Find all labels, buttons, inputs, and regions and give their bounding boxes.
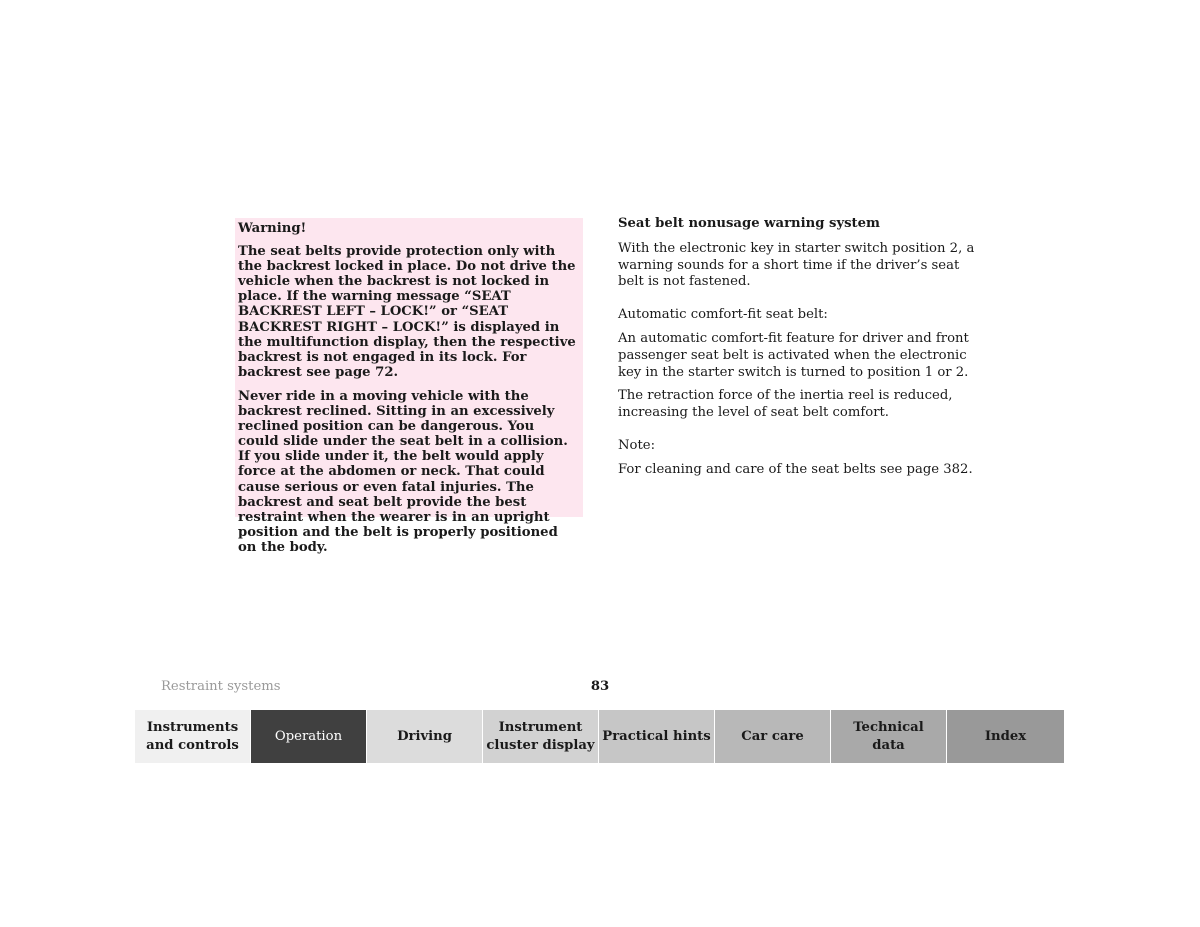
nonusage-paragraph: With the electronic key in starter switch position 2, a warning sounds for a short time if the driver’s seat belt is not fastened. [618, 240, 975, 290]
warning-box [235, 218, 583, 555]
section-title: Restraint systems [161, 679, 281, 694]
tab-instrument-cluster-display[interactable]: Instrument cluster display [483, 710, 599, 763]
page-number: 83 [590, 679, 610, 694]
comfort-fit-subheading: Automatic comfort-fit seat belt: [618, 307, 828, 323]
tab-practical-hints[interactable]: Practical hints [599, 710, 715, 763]
tab-index[interactable]: Index [947, 710, 1064, 763]
section-heading: Seat belt nonusage warning system [618, 216, 880, 231]
note-label: Note: [618, 437, 656, 453]
retraction-paragraph: The retraction force of the inertia reel is reduced, increasing the level of seat belt comfort. [618, 388, 953, 421]
main-content [618, 216, 978, 486]
comfort-fit-paragraph: An automatic comfort-fit feature for driver and front passenger seat belt is activated when the electronic key in the starter switch is turned to position 1 or 2. [618, 330, 969, 380]
note-text: For cleaning and care of the seat belts see page 382. [618, 461, 973, 477]
tab-technical-data[interactable]: Technical data [831, 710, 947, 763]
tab-car-care[interactable]: Car care [715, 710, 831, 763]
tab-instruments-and-controls[interactable]: Instruments and controls [135, 710, 251, 763]
chapter-nav [135, 710, 1064, 763]
warning-paragraph-1: The seat belts provide protection only with the backrest locked in place. Do not drive the vehicle when the backrest is not locked in place. If the warning message “SEAT BACKREST LEFT – LOCK!” or “SEAT BACKREST RIGHT – LOCK!” is displayed in the multifunction display, then the respective backrest is not engaged in its lock. For backrest see page 72. [238, 244, 576, 380]
warning-title: Warning! [238, 221, 307, 236]
warning-paragraph-2: Never ride in a moving vehicle with the backrest reclined. Sitting in an excessively reclined position can be dangerous. You could slide under the seat belt in a collision. If you slide under it, the belt would apply force at the abdomen or neck. That could cause serious or even fatal injuries. The backrest and seat belt provide the best restraint when the wearer is in an upright position and the belt is properly positioned on the body. [238, 388, 568, 555]
tab-driving[interactable]: Driving [367, 710, 483, 763]
tab-operation[interactable]: Operation [251, 710, 367, 763]
